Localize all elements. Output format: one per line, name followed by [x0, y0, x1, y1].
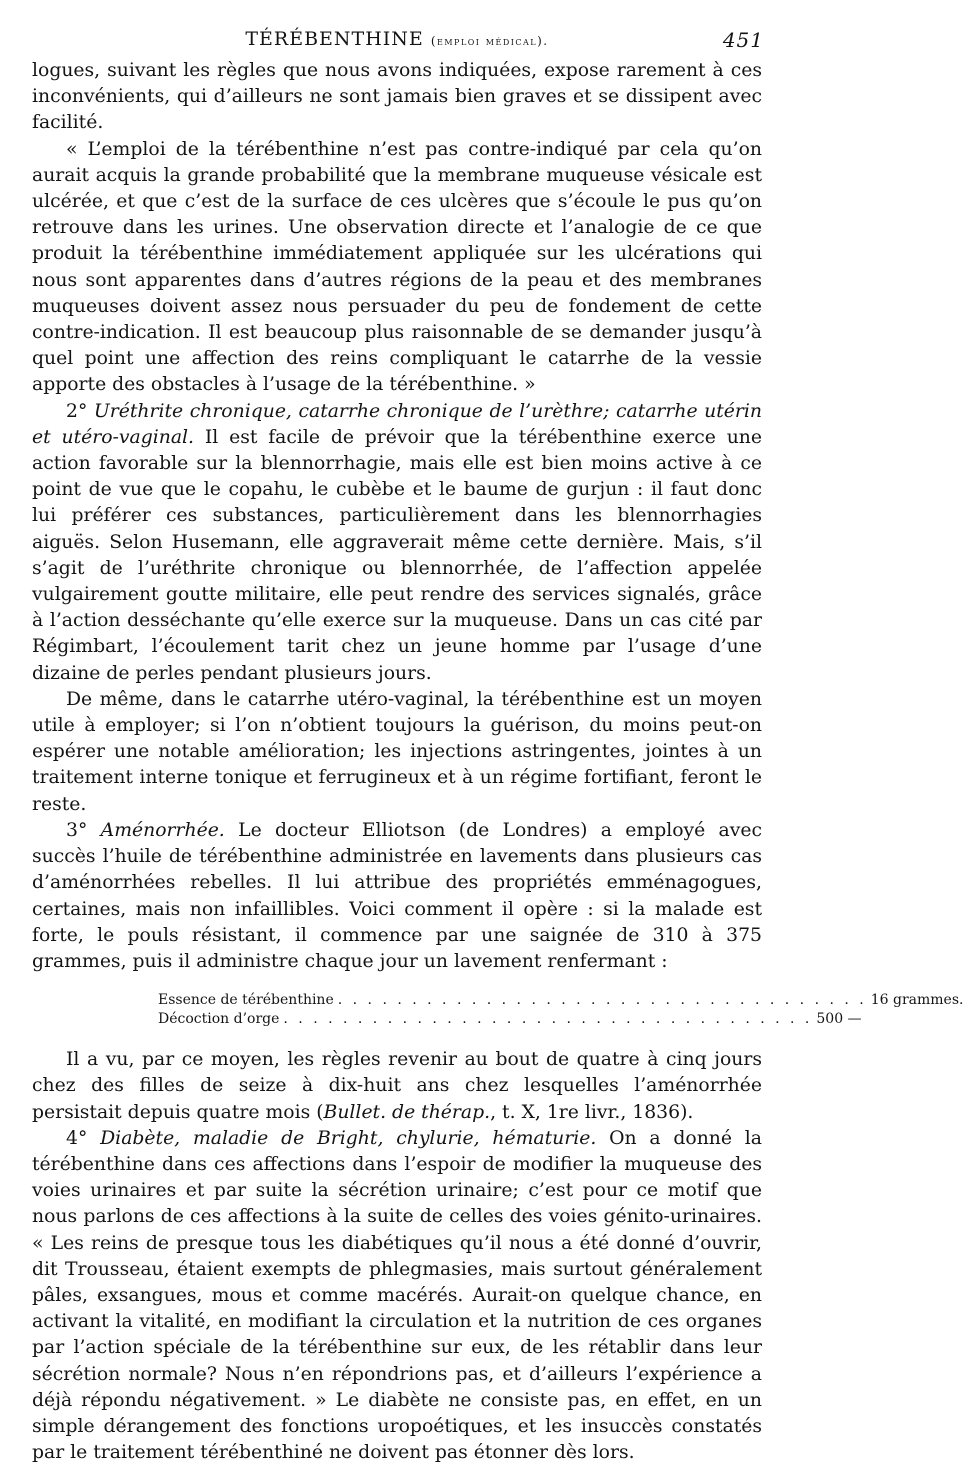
text-segment: 2°	[66, 400, 94, 422]
text-segment: logues, suivant les règles que nous avons indiquées, expose rarement à ces inconvénients, qui d’ailleurs ne sont jamais bien graves et se dissipent avec facilité.	[32, 60, 762, 134]
text-segment: , t. X, 1re livr., 1836).	[490, 1101, 694, 1123]
recipe-block	[158, 991, 963, 1029]
recipe-ingredient: Décoction d’orge	[158, 1011, 280, 1028]
text-segment: Il a vu, par ce moyen, les règles revenir au bout de quatre à cinq jours chez des filles de seize à dix-huit ans chez lesquelles l’aménorrhée persistait depuis quatre mois (	[32, 1049, 762, 1123]
text-segment: De même, dans le catarrhe utéro-vaginal, la térébenthine est un moyen utile à employer; si l’on n’obtient toujours la guérison, du moins peut-on espérer une notable amélioration; les injections astringentes, jointes à un traitement interne tonique et ferrugineux et à un régime fortifiant, feront le reste.	[32, 688, 762, 815]
running-header	[32, 28, 762, 58]
text-segment: 3°	[66, 819, 101, 841]
paragraphs-before-recipe	[32, 58, 762, 975]
leader-dots: . . . . . . . . . . . . . . . . . . . . . . . . . . . . . . . . . . . .	[283, 1011, 813, 1028]
running-title	[245, 28, 548, 50]
italic-segment: Aménorrhée.	[100, 819, 225, 841]
text-segment: On a donné la térébenthine dans ces affections dans l’espoir de modifier la muqueuse des voies urinaires et par suite la sécrétion urinaire; c’est pour ce motif que nous parlons de ces affections à la suite de celles des voies génito-urinaires. « Les reins de presque tous les diabétiques qu’il nous a été donné d’ouvrir, dit Trousseau, étaient exempts de phlegmasies, mais surtout généralement pâles, exsangues, mous et comme macérés. Aurait-on quelque chance, en activant la vitalité, en modifiant la circulation et la nutrition de ces organes par l’action spéciale de la térébenthine sur eux, de les rétablir dans leur sécrétion normale? Nous n’en répondrions pas, et d’ailleurs l’expérience a déjà répondu négativement. » Le diabète ne consiste pas, en effet, en un simple dérangement des fonctions uropoétiques, et les insuccès constatés par le traitement térébenthiné ne doivent pas étonner dès lors.	[32, 1127, 762, 1464]
italic-segment: Uréthrite chronique, catarrhe chronique de l’urèthre; catarrhe utérin et utéro-vaginal.	[32, 400, 763, 448]
text-segment: 4°	[66, 1127, 101, 1149]
body-text	[32, 58, 963, 1466]
text-segment: « L’emploi de la térébenthine n’est pas contre-indiqué par cela qu’on aurait acquis la grande probabilité que la membrane muqueuse vésicale est ulcérée, et que c’est de la surface de ces ulcères que s’écoule le pus qu’on retrouve dans les urines. Une observation directe et l’analogie de ce que produit la térébenthine immédiatement appliquée sur les ulcérations qui nous sont apparentes dans d’autres régions de la peau et des membranes muqueuses doivent assez nous persuader du peu de fondement de cette contre-indication. Il est beaucoup plus raisonnable de se demander jusqu’à quel point une affection des reins compliquant le catarrhe de la vessie apporte des obstacles à l’usage de la térébenthine. »	[32, 138, 762, 396]
paragraph	[32, 687, 762, 818]
recipe-quantity: 500 —	[816, 1011, 862, 1028]
text-segment: Le docteur Elliotson (de Londres) a employé avec succès l’huile de térébenthine administrée en lavements dans plusieurs cas d’aménorrhées rebelles. Il lui attribue des propriétés emménagogues, certaines, mais non infaillibles. Voici comment il opère : si la malade est forte, le pouls résistant, il commence par une saignée de 310 à 375 grammes, puis il administre chaque jour un lavement renfermant :	[32, 819, 762, 972]
italic-segment: Bullet. de thérap.	[323, 1101, 491, 1123]
italic-segment: Diabète, maladie de Bright, chylurie, hématurie.	[100, 1127, 597, 1149]
paragraph	[32, 137, 762, 399]
recipe-row	[158, 991, 963, 1010]
running-subtitle: (emploi médical).	[430, 34, 549, 48]
paragraph	[32, 58, 762, 137]
paragraph	[32, 818, 762, 975]
paragraph	[32, 1047, 762, 1126]
recipe-row	[158, 1010, 862, 1029]
paragraph	[32, 1126, 762, 1467]
page-number: 451	[722, 28, 764, 52]
running-title-text: TÉRÉBENTHINE	[245, 28, 424, 50]
paragraph	[32, 399, 762, 687]
paragraphs-after-recipe	[32, 1047, 762, 1466]
text-segment: Il est facile de prévoir que la térébenthine exerce une action favorable sur la blennorrhagie, mais elle est bien moins active à ce point de vue que le copahu, le cubèbe et le baume de gurjun : il faut donc lui préférer ces substances, particulièrement dans les blennorrhagies aiguës. Selon Husemann, elle aggraverait même cette dernière. Mais, s’il s’agit de l’uréthrite chronique ou blennorrhée, de l’affection appelée vulgairement goutte militaire, elle peut rendre des services signalés, grâce à l’action desséchante qu’elle exerce sur la muqueuse. Dans un cas cité par Régimbart, l’écoulement tarit chez un jeune homme par l’usage d’une dizaine de perles pendant plusieurs jours.	[32, 426, 762, 684]
document-page	[32, 28, 963, 1466]
recipe-ingredient: Essence de térébenthine	[158, 992, 334, 1009]
leader-dots: . . . . . . . . . . . . . . . . . . . . . . . . . . . . . . . . . . . .	[337, 992, 867, 1009]
recipe-quantity: 16 grammes.	[870, 992, 963, 1009]
